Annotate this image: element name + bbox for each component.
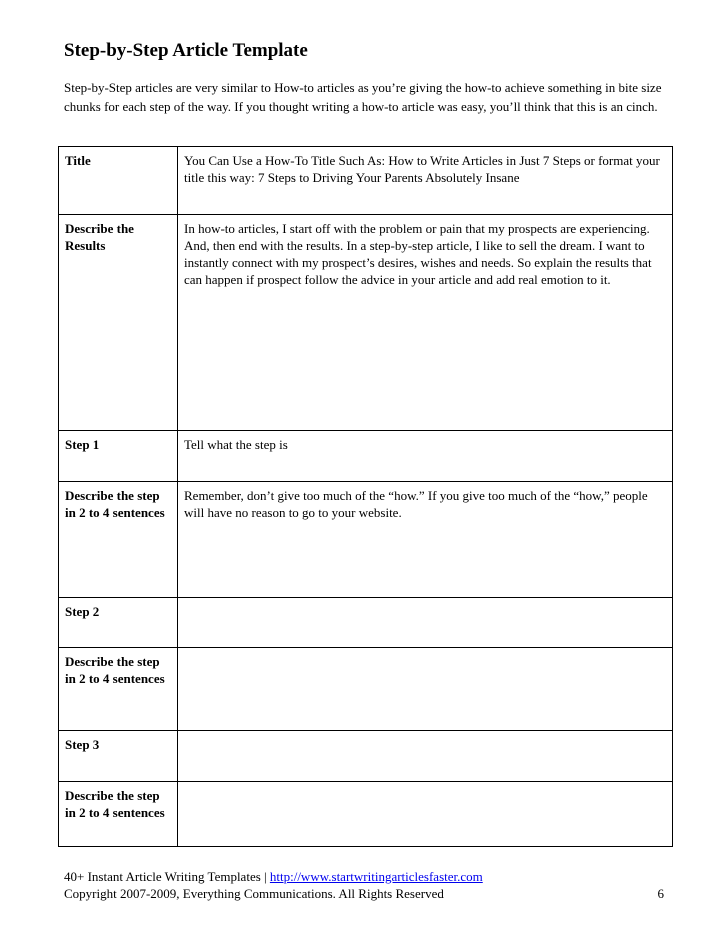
row-content bbox=[178, 598, 673, 648]
footer-copyright: Copyright 2007-2009, Everything Communications. All Rights Reserved bbox=[64, 886, 444, 901]
row-content: You Can Use a How-To Title Such As: How to Write Articles in Just 7 Steps or format your title this way: 7 Steps to Driving Your Parents Absolutely Insane bbox=[178, 147, 673, 215]
row-label: Step 3 bbox=[59, 731, 178, 782]
row-content bbox=[178, 731, 673, 782]
row-label: Step 1 bbox=[59, 431, 178, 482]
table-row bbox=[59, 598, 673, 648]
row-label: Describe the step in 2 to 4 sentences bbox=[59, 782, 178, 847]
row-content bbox=[178, 648, 673, 731]
page-footer bbox=[64, 868, 664, 902]
table-row bbox=[59, 782, 673, 847]
page-title: Step-by-Step Article Template bbox=[64, 40, 308, 61]
row-label: Describe the step in 2 to 4 sentences bbox=[59, 482, 178, 598]
article-template-table bbox=[58, 146, 673, 847]
table-row bbox=[59, 215, 673, 431]
row-content bbox=[178, 782, 673, 847]
table-row bbox=[59, 482, 673, 598]
row-content: In how-to articles, I start off with the problem or pain that my prospects are experiencing. And, then end with the results. In a step-by-step article, I like to sell the dream. I want to instantly connect with my prospect’s desires, wishes and needs. So explain the results that can happen if prospect follow the advice in your article and add real emotion to it. bbox=[178, 215, 673, 431]
table-row bbox=[59, 431, 673, 482]
row-label: Describe the step in 2 to 4 sentences bbox=[59, 648, 178, 731]
row-label: Describe the Results bbox=[59, 215, 178, 431]
row-content: Tell what the step is bbox=[178, 431, 673, 482]
row-content: Remember, don’t give too much of the “how.” If you give too much of the “how,” people will have no reason to go to your website. bbox=[178, 482, 673, 598]
intro-paragraph: Step-by-Step articles are very similar to How-to articles as you’re giving the how-to achieve something in bite size chunks for each step of the way. If you thought writing a how-to article was easy, you’ll think that this is an cinch. bbox=[64, 80, 662, 114]
table-row bbox=[59, 648, 673, 731]
table-row bbox=[59, 147, 673, 215]
page-number: 6 bbox=[657, 886, 664, 901]
table-row bbox=[59, 731, 673, 782]
row-label: Title bbox=[59, 147, 178, 215]
row-label: Step 2 bbox=[59, 598, 178, 648]
footer-line-1 bbox=[64, 868, 664, 885]
website-link[interactable]: http://www.startwritingarticlesfaster.com bbox=[269, 869, 483, 884]
footer-prefix: 40+ Instant Article Writing Templates | bbox=[64, 869, 270, 884]
